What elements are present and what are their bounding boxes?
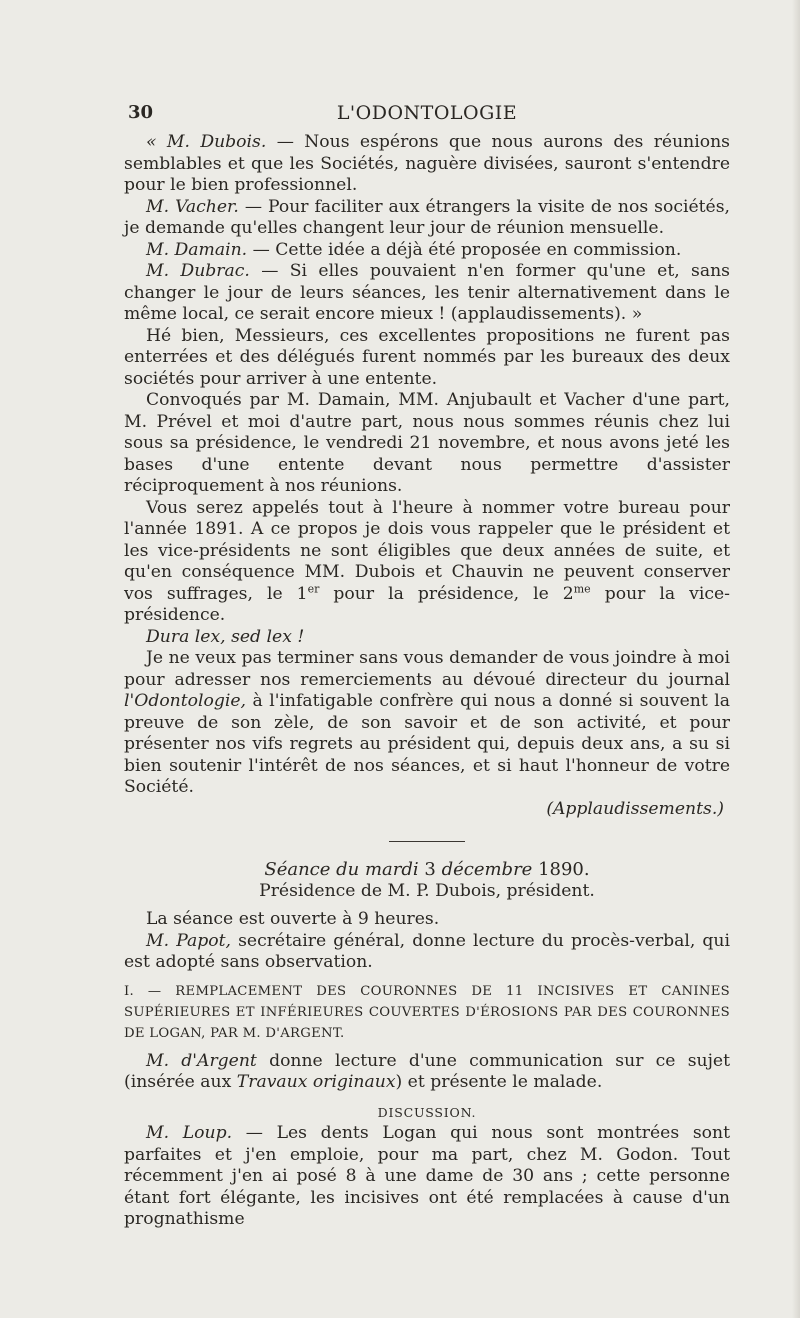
speaker-name: M. Vacher. [146, 196, 239, 217]
journal-name: l'Odontologie, [124, 691, 246, 711]
discussion-label: DISCUSSION. [377, 1104, 477, 1120]
paragraph-text: — Si elles pouvaient n'en former qu'une et, sans changer le jour de leurs séances, les tenir alternativement dans le même local, ce serait encore mieux ! (applaudissements). » [124, 261, 731, 324]
page-number: 30 [128, 102, 154, 123]
paragraph-text: Je ne veux pas terminer sans vous demander de vous joindre à moi pour adresser nos remerciements au dévoué directeur du journal [124, 648, 730, 690]
paragraph-dubois [124, 132, 730, 197]
paragraph-text: à l'infatigable confrère qui nous a donné si souvent la preuve de son zèle, de son savoir et de son activité, et pour présenter nos vifs regrets au président qui, depuis deux ans, a su si bien soutenir l'intérêt de nos séances, et si haut l'honneur de votre Société. [124, 691, 730, 797]
speaker-name: M. Damain. [146, 239, 248, 260]
superscript: er [307, 581, 320, 595]
paragraph-damain [124, 240, 730, 262]
date-text: décembre [441, 859, 533, 880]
journal-title: L'ODONTOLOGIE [336, 102, 518, 124]
date-text: Séance du mardi [264, 859, 419, 880]
paragraph-text: pour la vice-présidence. [124, 583, 730, 625]
session-date [124, 859, 730, 881]
paragraph-text: donne lecture d'une communication sur ce sujet (insérée aux [124, 1050, 730, 1092]
paragraph-text: secrétaire général, donne lecture du procès-verbal, qui est adopté sans observation. [124, 930, 730, 972]
speaker-name: M. Papot, [146, 930, 231, 951]
paragraph-text: ) et présente le malade. [395, 1072, 603, 1092]
speaker-name: M. d'Argent [146, 1050, 257, 1071]
paragraph-text: Vous serez appelés tout à l'heure à nommer votre bureau pour l'année 1891. A ce propos je dois vous rappeler que le président et les vice-présidents ne sont éligibles que deux années de suite, et qu'en conséquence MM. Dubois et Chauvin ne peuvent conserver vos suffrages, le 1 [124, 497, 730, 604]
paragraph-propositions: Hé bien, Messieurs, ces excellentes propositions ne furent pas enterrées et des délégués furent nommés par les bureaux des deux sociétés pour arriver à une entente. [124, 325, 730, 389]
paragraph-dubrac [124, 261, 730, 326]
applause-note: (Applaudissements.) [546, 798, 724, 819]
paragraph-loup [124, 1123, 730, 1231]
paragraph-text: — Nous espérons que nous aurons des réunions semblables et que les Sociétés, naguère divisées, sauront s'entendre pour le bien professionnel. [124, 132, 730, 195]
body-text [124, 132, 730, 1231]
speaker-name: M. Loup. [146, 1123, 233, 1143]
paragraph-text: — Pour faciliter aux étrangers la visite de nos sociétés, je demande qu'elles changent leur jour de réunion mensuelle. [124, 196, 730, 238]
speaker-name: M. Dubrac. [146, 261, 250, 281]
session-presidency: Présidence de M. P. Dubois, président. [259, 880, 595, 901]
paragraph-dura-lex: Dura lex, sed lex ! [146, 626, 305, 647]
running-header [124, 100, 730, 128]
page-edge-shadow [792, 0, 800, 1318]
superscript: me [573, 581, 591, 595]
paragraph-remerciements [124, 648, 730, 799]
paragraph-argent [124, 1051, 730, 1094]
paragraph-elections [124, 498, 730, 627]
paragraph-ouverture: La séance est ouverte à 9 heures. [146, 909, 440, 929]
date-text: 1890. [532, 859, 590, 880]
paragraph-text-italic: Travaux originaux [236, 1072, 396, 1092]
paragraph-text: — Les dents Logan qui nous sont montrées sont parfaites et j'en emploie, pour ma part, chez M. Godon. Tout récemment j'en ai posé 8 à une dame de 30 ans ; cette personne étant fort élégante, les incisives ont été remplacées à cause d'un prognathisme [124, 1123, 730, 1229]
paragraph-convoques: Convoqués par M. Damain, MM. Anjubault et Vacher d'une part, M. Prével et moi d'autre part, nous nous sommes réunis chez lui sous sa présidence, le vendredi 21 novembre, et nous avons jeté les bases d'une entente devant nous permettre d'assister réciproquement à nos réunions. [124, 390, 730, 496]
date-text: 3 [418, 859, 442, 880]
section-divider [389, 841, 465, 842]
section-title: I. — REMPLACEMENT DES COURONNES DE 11 INCISIVES ET CANINES SUPÉRIEURES ET INFÉRIEURES COUVERTES D'ÉROSIONS PAR DES COURONNES DE LOGAN, PAR M. D'ARGENT. [124, 983, 730, 1041]
speaker-name: « M. Dubois. [146, 132, 267, 152]
paragraph-text: pour la présidence, le 2 [319, 583, 574, 604]
paragraph-vacher [124, 197, 730, 240]
paragraph-papot [124, 931, 730, 974]
paragraph-text: — Cette idée a déjà été proposée en commission. [247, 239, 682, 260]
